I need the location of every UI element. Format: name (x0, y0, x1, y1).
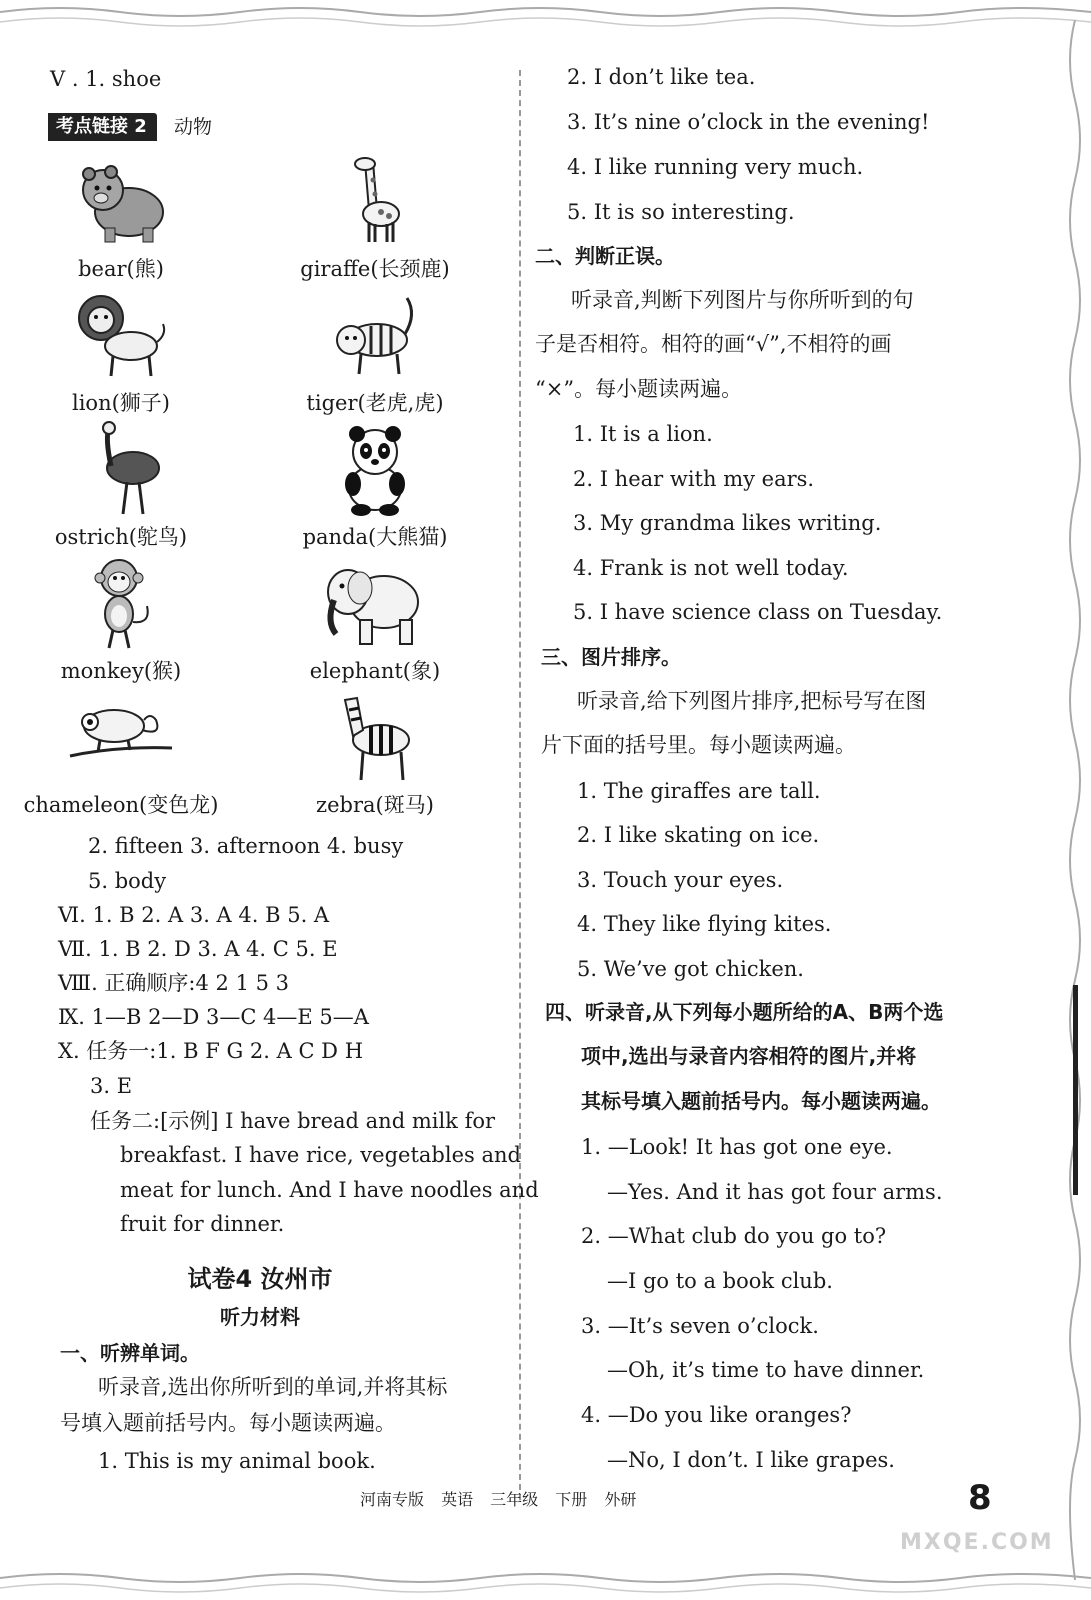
section-4-title-3: 其标号填入题前括号内。每小题读两遍。 (581, 1089, 941, 1113)
answer-x-task2-line2: breakfast. I have rice, vegetables and (120, 1143, 521, 1167)
zebra-icon (325, 686, 425, 786)
animal-card-lion (6, 284, 236, 418)
watermark-logo: MXQE.COM (900, 1530, 1054, 1555)
section-4-title-2: 项中,选出与录音内容相符的图片,并将 (581, 1044, 917, 1068)
s4-q1-a: 1. —Look! It has got one eye. (581, 1135, 893, 1159)
answer-v-5: 5. body (88, 869, 167, 893)
animal-card-chameleon (6, 686, 236, 820)
section-4-title-1: 四、听录音,从下列每小题所给的A、B两个选 (545, 1000, 944, 1024)
answer-ix: Ⅸ. 1—B 2—D 3—C 4—E 5—A (58, 1005, 369, 1029)
animal-name-tiger: tiger(老虎,虎) (306, 391, 444, 415)
animal-card-bear (6, 150, 236, 284)
s4-q4-b: —No, I don’t. I like grapes. (607, 1448, 895, 1472)
animal-card-panda (260, 418, 490, 552)
s4-q2-a: 2. —What club do you go to? (581, 1224, 887, 1248)
section-3-desc-2: 片下面的括号里。每小题读两遍。 (541, 733, 856, 757)
s4-q1-b: —Yes. And it has got four arms. (607, 1180, 943, 1204)
ostrich-icon (71, 418, 171, 518)
answer-x-task1-3: 3. E (90, 1074, 133, 1098)
animal-card-tiger (260, 284, 490, 418)
giraffe-icon (325, 150, 425, 250)
animal-name-lion: lion(狮子) (72, 391, 170, 415)
chameleon-icon (66, 686, 176, 786)
animal-name-panda: panda(大熊猫) (302, 525, 448, 549)
elephant-icon (320, 552, 430, 652)
answer-x-task2-line4: fruit for dinner. (120, 1212, 285, 1236)
answer-v-1: V . 1. shoe (50, 67, 162, 91)
animal-card-ostrich (6, 418, 236, 552)
paper-title: 试卷4 汝州市 (187, 1265, 333, 1293)
section-3-desc-1: 听录音,给下列图片排序,把标号写在图 (577, 689, 927, 713)
answer-vi: Ⅵ. 1. B 2. A 3. A 4. B 5. A (58, 903, 330, 927)
s1-q5: 5. It is so interesting. (567, 200, 795, 224)
s2-q2: 2. I hear with my ears. (573, 467, 815, 491)
s2-q5: 5. I have science class on Tuesday. (573, 600, 943, 624)
section-2-desc-1: 听录音,判断下列图片与你所听到的句 (571, 288, 914, 312)
side-marker-bar (1073, 985, 1078, 1195)
bear-icon (71, 150, 171, 250)
animal-name-giraffe: giraffe(长颈鹿) (300, 257, 450, 281)
animal-card-monkey (6, 552, 236, 686)
s2-q4: 4. Frank is not well today. (573, 556, 849, 580)
section-1-title: 一、听辨单词。 (60, 1341, 200, 1365)
s4-q3-a: 3. —It’s seven o’clock. (581, 1314, 819, 1338)
s3-q1: 1. The giraffes are tall. (577, 779, 821, 803)
s3-q2: 2. I like skating on ice. (577, 823, 820, 847)
s4-q3-b: —Oh, it’s time to have dinner. (607, 1358, 925, 1382)
animal-card-giraffe (260, 150, 490, 284)
animal-name-monkey: monkey(猴) (60, 659, 182, 683)
listening-material-title: 听力材料 (220, 1305, 300, 1329)
s1-q4: 4. I like running very much. (567, 155, 864, 179)
s1-q2: 2. I don’t like tea. (567, 65, 756, 89)
footer-edition: 河南专版 英语 三年级 下册 外研 (360, 1490, 637, 1509)
panda-icon (325, 418, 425, 518)
section-1-desc-1: 听录音,选出你所听到的单词,并将其标 (98, 1375, 448, 1399)
section-1-q1: 1. This is my animal book. (98, 1449, 376, 1473)
topic-link-badge: 考点链接 2 (48, 113, 157, 141)
answer-viii: Ⅷ. 正确顺序:4 2 1 5 3 (58, 971, 290, 995)
tiger-icon (325, 284, 425, 384)
s4-q4-a: 4. —Do you like oranges? (581, 1403, 852, 1427)
s3-q4: 4. They like flying kites. (577, 912, 832, 936)
page-number: 8 (968, 1478, 992, 1518)
section-2-desc-3: “×”。每小题读两遍。 (535, 377, 743, 401)
answer-x-task2-line1: 任务二:[示例] I have bread and milk for (90, 1109, 496, 1133)
right-border-decoration (1057, 20, 1091, 1580)
animal-name-chameleon: chameleon(变色龙) (23, 793, 219, 817)
answer-x-task2-line3: meat for lunch. And I have noodles and (120, 1178, 539, 1202)
s2-q1: 1. It is a lion. (573, 422, 713, 446)
lion-icon (71, 284, 171, 384)
animal-name-zebra: zebra(斑马) (316, 793, 434, 817)
section-2-desc-2: 子是否相符。相符的画“√”,不相符的画 (535, 332, 892, 356)
section-1-desc-2: 号填入题前括号内。每小题读两遍。 (60, 1411, 396, 1435)
s1-q3: 3. It’s nine o’clock in the evening! (567, 110, 930, 134)
section-3-title: 三、图片排序。 (541, 645, 681, 669)
answer-v-2-4: 2. fifteen 3. afternoon 4. busy (88, 834, 404, 858)
answer-vii: Ⅶ. 1. B 2. D 3. A 4. C 5. E (58, 937, 338, 961)
section-2-title: 二、判断正误。 (535, 244, 675, 268)
bottom-border-decoration (0, 1566, 1091, 1600)
animal-name-bear: bear(熊) (78, 257, 164, 281)
top-border-decoration (0, 0, 1091, 34)
s4-q2-b: —I go to a book club. (607, 1269, 833, 1293)
animal-card-zebra (260, 686, 490, 820)
topic-link-title: 动物 (174, 116, 213, 138)
s3-q3: 3. Touch your eyes. (577, 868, 784, 892)
animal-name-elephant: elephant(象) (309, 659, 441, 683)
animal-name-ostrich: ostrich(鸵鸟) (54, 525, 188, 549)
s3-q5: 5. We’ve got chicken. (577, 957, 804, 981)
s2-q3: 3. My grandma likes writing. (573, 511, 882, 535)
animal-card-elephant (260, 552, 490, 686)
answer-x-task1: Ⅹ. 任务一:1. B F G 2. A C D H (58, 1039, 364, 1063)
monkey-icon (71, 552, 171, 652)
